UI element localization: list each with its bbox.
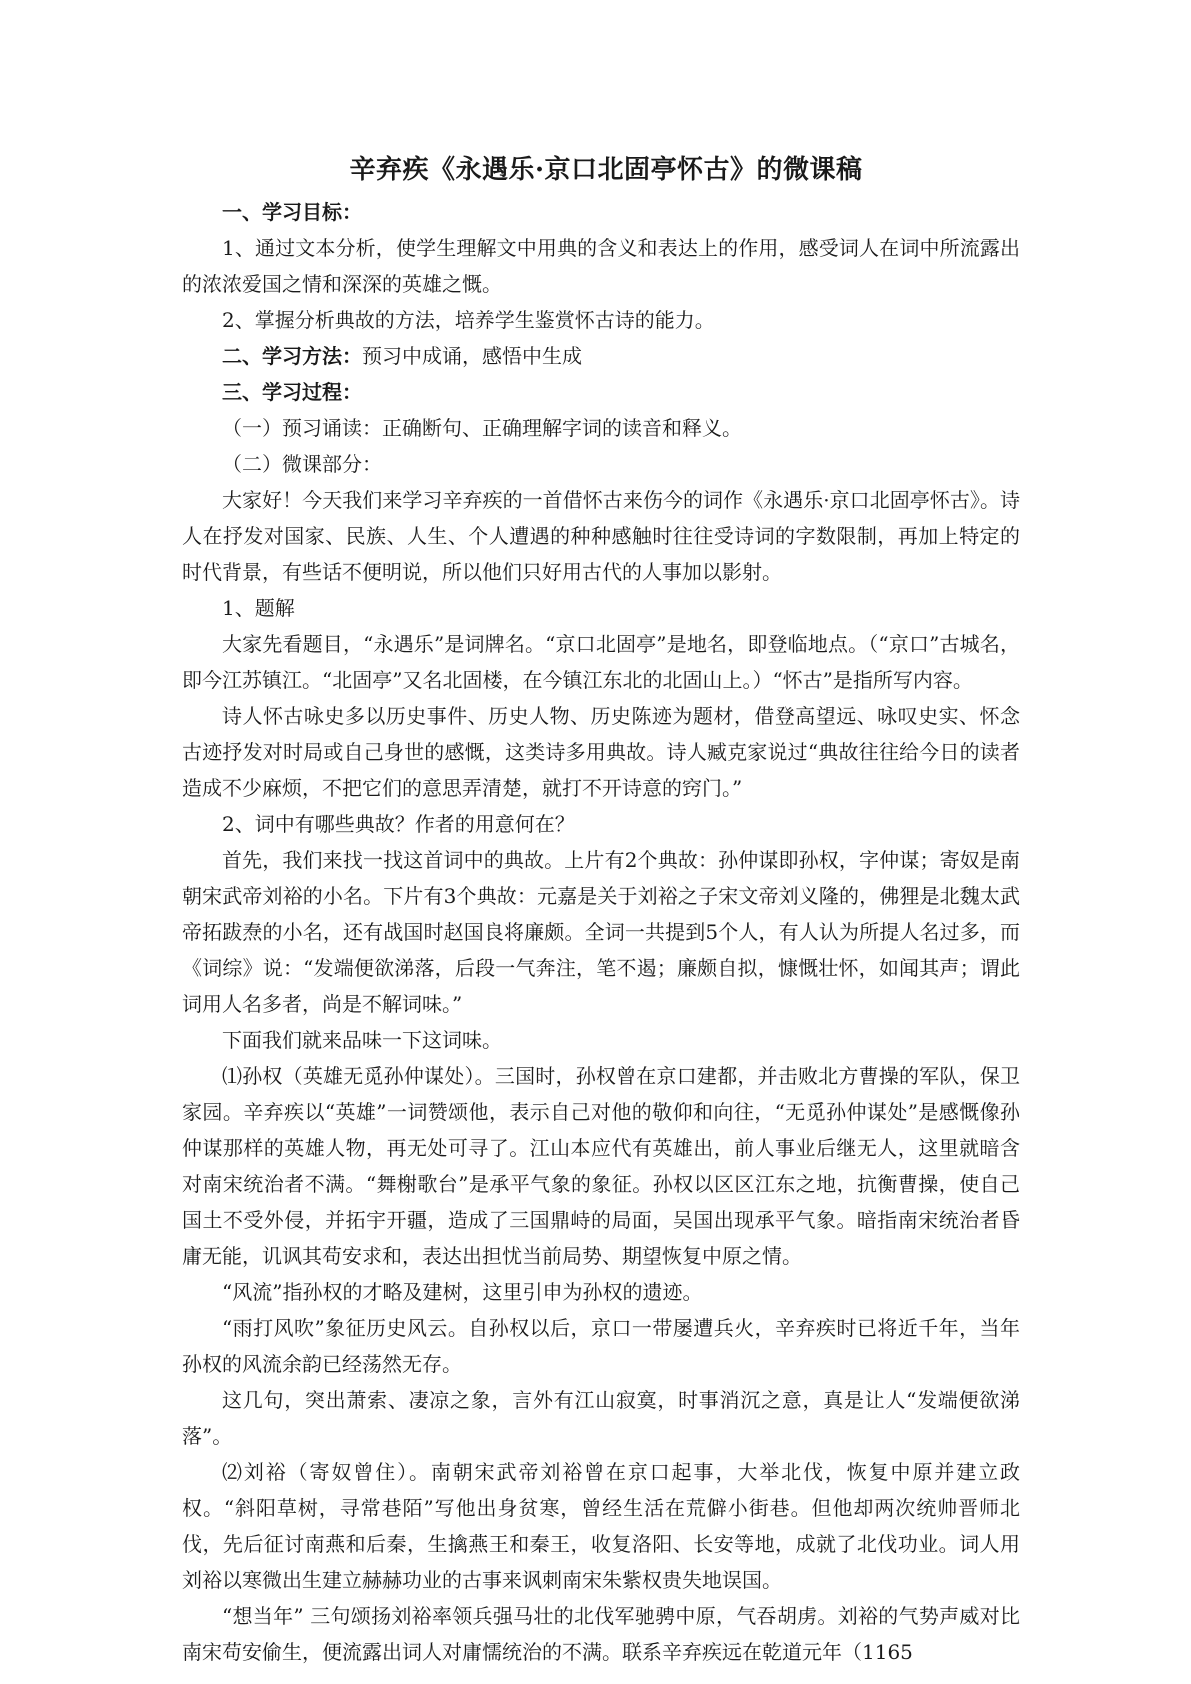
methods-text: 预习中成诵，感悟中生成 xyxy=(362,344,582,368)
subsection-heading: 1、题解 xyxy=(222,596,295,620)
section-heading-methods xyxy=(182,338,1020,374)
body-paragraph: 诗人怀古咏史多以历史事件、历史人物、历史陈迹为题材，借登高望远、咏叹史实、怀念古迹抒发对时局或自己身世的感慨，这类诗多用典故。诗人臧克家说过“典故往往给今日的读者造成不少麻烦，不把它们的意思弄清楚，就打不开诗意的窍门。” xyxy=(182,704,1020,800)
process-step: （二）微课部分： xyxy=(222,452,382,476)
body-paragraph: 大家先看题目，“永遇乐”是词牌名。“京口北固亭”是地名，即登临地点。（“京口”古城名，即今江苏镇江。“北固亭”又名北固楼，在今镇江东北的北固山上。）“怀古”是指所写内容。 xyxy=(182,632,1020,692)
section-heading-goals: 一、学习目标： xyxy=(222,200,362,224)
body-paragraph: ⑵刘裕（寄奴曾住）。南朝宋武帝刘裕曾在京口起事，大举北伐，恢复中原并建立政权。“斜阳草树，寻常巷陌”写他出身贫寒，曾经生活在荒僻小街巷。但他却两次统帅晋师北伐，先后征讨南燕和后秦，生擒燕王和秦王，收复洛阳、长安等地，成就了北伐功业。词人用刘裕以寒微出生建立赫赫功业的古事来讽刺南宋朱紫权贵失地误国。 xyxy=(182,1460,1020,1592)
body-paragraph: ⑴孙权（英雄无觅孙仲谋处）。三国时，孙权曾在京口建都，并击败北方曹操的军队，保卫家园。辛弃疾以“英雄”一词赞颂他，表示自己对他的敬仰和向往，“无觅孙仲谋处”是感慨像孙仲谋那样的英雄人物，再无处可寻了。江山本应代有英雄出，前人事业后继无人，这里就暗含对南宋统治者不满。“舞榭歌台”是承平气象的象征。孙权以区区江东之地，抗衡曹操，使自己国土不受外侵，并拓宇开疆，造成了三国鼎峙的局面，吴国出现承平气象。暗指南宋统治者昏庸无能，讥讽其苟安求和，表达出担忧当前局势、期望恢复中原之情。 xyxy=(182,1064,1020,1268)
section-heading-process: 三、学习过程： xyxy=(222,380,362,404)
goal-paragraph: 1、通过文本分析，使学生理解文中用典的含义和表达上的作用，感受词人在词中所流露出的浓浓爱国之情和深深的英雄之慨。 xyxy=(182,236,1020,296)
body-paragraph: 首先，我们来找一找这首词中的典故。上片有2个典故：孙仲谋即孙权，字仲谋；寄奴是南朝宋武帝刘裕的小名。下片有3个典故：元嘉是关于刘裕之子宋文帝刘义隆的，佛狸是北魏太武帝拓跋焘的小名，还有战国时赵国良将廉颇。全词一共提到5个人，有人认为所提人名过多，而《词综》说：“发端便欲涕落，后段一气奔注，笔不遏；廉颇自拟，慷慨壮怀，如闻其声；谓此词用人名多者，尚是不解词味。” xyxy=(182,848,1020,1016)
body-paragraph: “想当年” 三句颂扬刘裕率领兵强马壮的北伐军驰骋中原，气吞胡虏。刘裕的气势声威对比南宋苟安偷生，便流露出词人对庸懦统治的不满。联系辛弃疾远在乾道元年（1165 xyxy=(182,1604,1020,1664)
goal-paragraph: 2、掌握分析典故的方法，培养学生鉴赏怀古诗的能力。 xyxy=(222,308,715,332)
body-paragraph: 下面我们就来品味一下这词味。 xyxy=(222,1028,502,1052)
document-body xyxy=(182,150,1020,1670)
body-paragraph: 这几句，突出萧索、凄凉之象，言外有江山寂寞，时事消沉之意，真是让人“发端便欲涕落”。 xyxy=(182,1388,1020,1448)
section-heading-methods-label: 二、学习方法： xyxy=(222,344,362,368)
body-paragraph: “风流”指孙权的才略及建树，这里引申为孙权的遗迹。 xyxy=(222,1280,703,1304)
body-paragraph: 大家好！今天我们来学习辛弃疾的一首借怀古来伤今的词作《永遇乐·京口北固亭怀古》。诗人在抒发对国家、民族、人生、个人遭遇的种种感触时往往受诗词的字数限制，再加上特定的时代背景，有些话不便明说，所以他们只好用古代的人事加以影射。 xyxy=(182,488,1020,584)
subsection-heading: 2、词中有哪些典故？作者的用意何在？ xyxy=(222,812,575,836)
document-title: 辛弃疾《永遇乐·京口北固亭怀古》的微课稿 xyxy=(349,155,863,185)
process-step: （一）预习诵读：正确断句、正确理解字词的读音和释义。 xyxy=(222,416,742,440)
body-paragraph: “雨打风吹”象征历史风云。自孙权以后，京口一带屡遭兵火，辛弃疾时已将近千年，当年孙权的风流余韵已经荡然无存。 xyxy=(182,1316,1020,1376)
